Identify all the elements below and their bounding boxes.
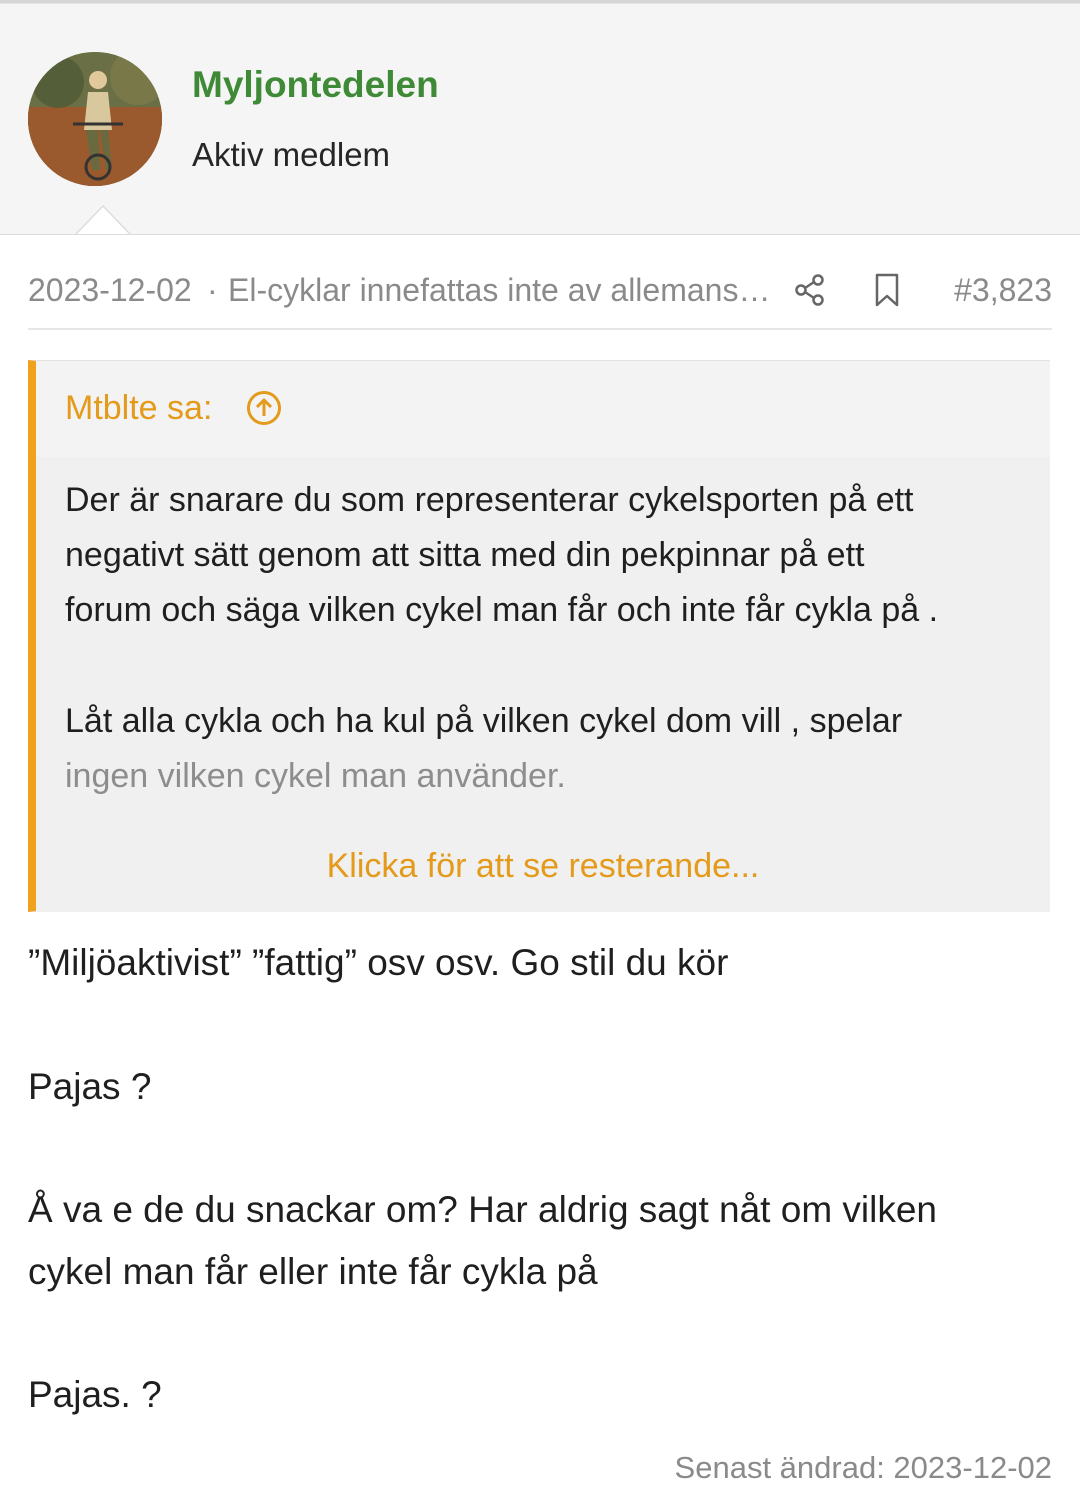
- post-text-line: cykel man får eller inte får cykla på: [28, 1251, 598, 1292]
- post-meta-bar: [28, 268, 1052, 330]
- user-info-bar: [0, 3, 1080, 235]
- user-title: Aktiv medlem: [192, 136, 391, 173]
- share-icon[interactable]: [794, 272, 826, 308]
- post-text-line: ”Miljöaktivist” ”fattig” osv osv. Go stil du kör: [28, 942, 729, 983]
- arrow-up-circle-icon[interactable]: [245, 389, 283, 427]
- last-edited-label: Senast ändrad: 2023-12-02: [674, 1450, 1052, 1485]
- quote-header: [36, 361, 1050, 457]
- quote-line: Låt alla cykla och ha kul på vilken cykel dom vill , spelar: [65, 702, 903, 740]
- avatar[interactable]: [28, 52, 162, 186]
- post-number-link[interactable]: #3,823: [954, 272, 1052, 308]
- expand-quote-link[interactable]: Klicka för att se resterande...: [326, 847, 760, 885]
- avatar-image: [28, 52, 162, 186]
- quote-content: [36, 457, 1050, 912]
- quote-line: negativt sätt genom att sitta med din pekpinnar på ett: [65, 536, 865, 574]
- quote-line: Der är snarare du som representerar cykelsporten på ett: [65, 481, 914, 519]
- post-text-line: Pajas. ?: [28, 1374, 162, 1415]
- thread-title-link[interactable]: El-cyklar innefattas inte av allemans…: [228, 272, 771, 308]
- quote-block: [28, 360, 1050, 912]
- post-text-line: Å va e de du snackar om? Har aldrig sagt nåt om vilken: [28, 1189, 938, 1230]
- meta-separator: ·: [207, 272, 218, 308]
- post-date[interactable]: 2023-12-02: [28, 272, 192, 308]
- post-text-line: Pajas ?: [28, 1066, 152, 1107]
- bookmark-icon[interactable]: [873, 272, 901, 308]
- quote-author[interactable]: Mtblte sa:: [65, 389, 213, 427]
- username[interactable]: Myljontedelen: [192, 64, 439, 105]
- userbar-pointer: [77, 207, 129, 234]
- quote-line: ingen vilken cykel man använder.: [65, 757, 566, 795]
- quote-line: forum och säga vilken cykel man får och inte får cykla på .: [65, 591, 939, 629]
